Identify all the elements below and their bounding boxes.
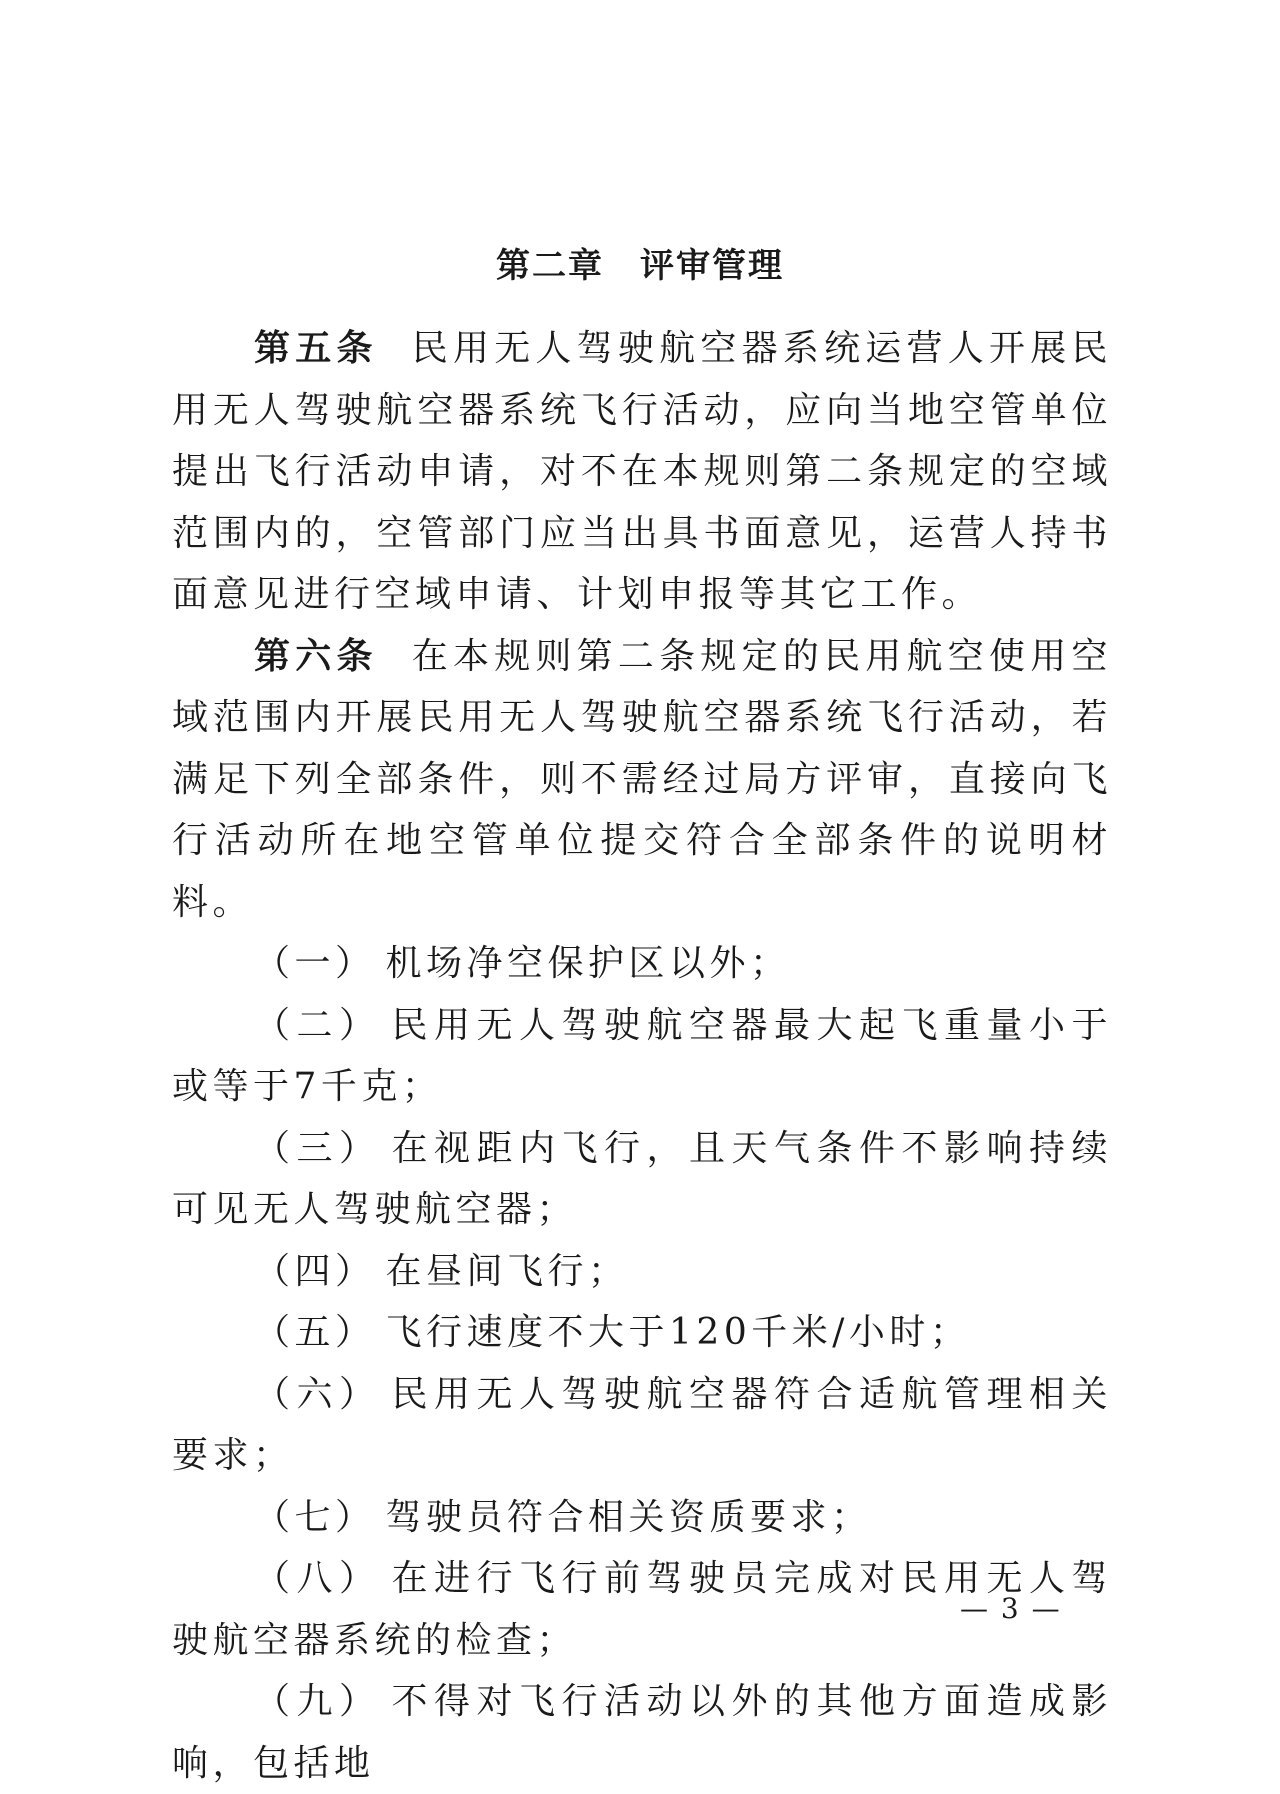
article-5-heading: 第五条 <box>254 328 378 369</box>
article-6 <box>172 626 1112 934</box>
list-item <box>172 1302 1112 1364</box>
item-label: （五） <box>254 1312 376 1353</box>
item-text: 在进行飞行前驾驶员完成对民用无人驾驶航空器系统的检查； <box>172 1558 1112 1661</box>
item-text: 不得对飞行活动以外的其他方面造成影响，包括地 <box>172 1681 1112 1784</box>
item-label: （六） <box>254 1373 382 1415</box>
article-5 <box>172 318 1112 626</box>
item-label: （二） <box>254 1004 382 1046</box>
list-item <box>172 995 1112 1118</box>
item-text: 在昼间飞行； <box>385 1250 629 1292</box>
item-text: 机场净空保护区以外； <box>385 943 791 984</box>
item-text: 在视距内飞行，且天气条件不影响持续可见无人驾驶航空器； <box>172 1127 1112 1230</box>
article-6-text: 在本规则第二条规定的民用航空使用空域范围内开展民用无人驾驶航空器系统飞行活动，若满足下列全部条件，则不需经过局方评审，直接向飞行活动所在地空管单位提交符合全部条件的说明材料。 <box>172 635 1112 923</box>
list-item <box>172 933 1112 995</box>
chapter-name: 评审管理 <box>640 246 784 286</box>
list-item <box>172 1671 1112 1794</box>
page-number: — 3 — <box>960 1592 1062 1625</box>
item-label: （四） <box>254 1250 376 1292</box>
document-body <box>172 318 1112 1794</box>
item-text: 飞行速度不大于120千米/小时； <box>385 1312 971 1353</box>
list-item <box>172 1364 1112 1487</box>
item-label: （八） <box>254 1558 382 1599</box>
article-6-heading: 第六条 <box>254 635 378 677</box>
item-text: 驾驶员符合相关资质要求； <box>385 1496 872 1538</box>
item-text: 民用无人驾驶航空器最大起飞重量小于或等于7千克； <box>172 1004 1112 1107</box>
list-item <box>172 1487 1112 1549</box>
list-item <box>172 1241 1112 1303</box>
item-text: 民用无人驾驶航空器符合适航管理相关要求； <box>172 1373 1112 1476</box>
chapter-label: 第二章 <box>496 246 604 286</box>
item-label: （七） <box>254 1496 376 1538</box>
item-label: （三） <box>254 1127 382 1169</box>
chapter-title <box>0 238 1280 287</box>
item-label: （九） <box>254 1681 382 1722</box>
article-5-text: 民用无人驾驶航空器系统运营人开展民用无人驾驶航空器系统飞行活动，应向当地空管单位提出飞行活动申请，对不在本规则第二条规定的空域范围内的，空管部门应当出具书面意见，运营人持书面意见进行空域申请、计划申报等其它工作。 <box>172 328 1112 615</box>
list-item <box>172 1118 1112 1241</box>
item-label: （一） <box>254 943 376 984</box>
